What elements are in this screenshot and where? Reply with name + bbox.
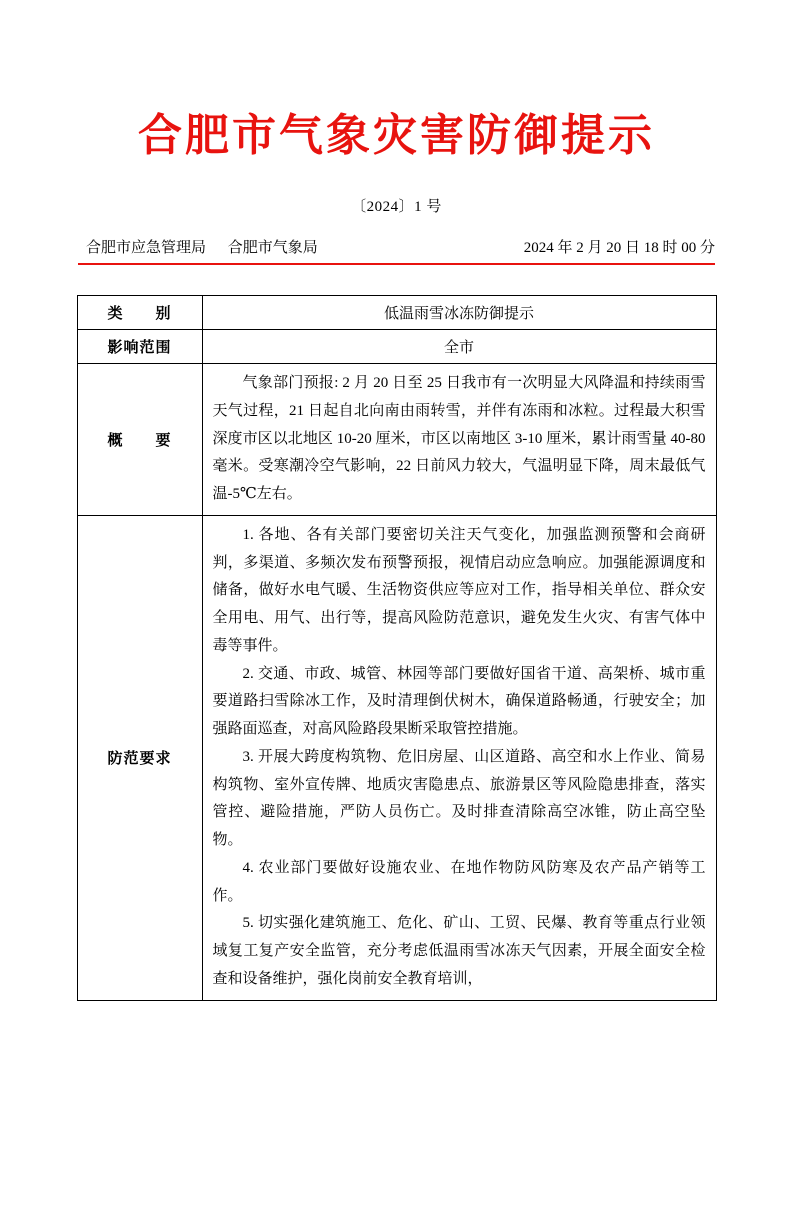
document-page <box>0 108 793 1230</box>
issuer-row <box>0 236 793 257</box>
page-title: 合肥市气象灾害防御提示 <box>138 110 655 161</box>
summary-paragraph: 气象部门预报: 2 月 20 日至 25 日我市有一次明显大风降温和持续雨雪天气过程，21 日起自北向南由雨转雪，并伴有冻雨和冰粒。过程最大积雪深度市区以北地区 10-20 厘米，市区以南地区 3-10 厘米，累计雨雪量 40-80 毫米。受寒潮冷空气影响，22 日前风力较大，气温明显下降，周末最低气温-5℃左右。 <box>212 375 706 502</box>
row-label-measures <box>77 515 202 1000</box>
document-number: 〔2024〕1 号 <box>351 199 442 215</box>
issuer-primary: 合肥市应急管理局 <box>86 240 207 256</box>
row-value-category: 低温雨雪冰冻防御提示 <box>202 296 716 330</box>
row-label-summary <box>77 364 202 516</box>
advisory-table <box>77 295 717 1001</box>
issue-datetime: 2024 年 2 月 20 日 18 时 00 分 <box>523 240 715 256</box>
table-row <box>77 296 716 330</box>
table-row <box>77 364 716 516</box>
measure-paragraph-4: 4. 农业部门要做好设施农业、在地作物防风防寒及农产品产销等工作。 <box>212 859 706 904</box>
measure-paragraph-5: 5. 切实强化建筑施工、危化、矿山、工贸、民爆、教育等重点行业领域复工复产安全监管，充分考虑低温雨雪冰冻天气因素，开展全面安全检查和设备维护，强化岗前安全教育培训， <box>212 915 706 987</box>
row-value-summary <box>202 364 716 516</box>
measure-paragraph-1: 1. 各地、各有关部门要密切关注天气变化，加强监测预警和会商研判，多渠道、多频次发布预警预报，视情启动应急响应。加强能源调度和储备，做好水电气暖、生活物资供应等应对工作，指导相关单位、群众安全用电、用气、出行等，提高风险防范意识，避免发生火灾、有害气体中毒等事件。 <box>212 526 706 654</box>
row-label-category <box>77 296 202 330</box>
measure-paragraph-3: 3. 开展大跨度构筑物、危旧房屋、山区道路、高空和水上作业、简易构筑物、室外宣传牌、地质灾害隐患点、旅游景区等风险隐患排查，落实管控、避险措施，严防人员伤亡。及时排查清除高空冰锥，防止高空坠物。 <box>212 748 706 848</box>
row-label-text: 防范要求 <box>107 751 172 768</box>
row-label-text: 影响范围 <box>107 340 172 356</box>
measure-paragraph-2: 2. 交通、市政、城管、林园等部门要做好国省干道、高架桥、城市重要道路扫雪除冰工作，及时清理倒伏树木，确保道路畅通，行驶安全；加强路面巡查，对高风险路段果断采取管控措施。 <box>212 665 706 737</box>
issuer-names <box>86 236 336 257</box>
row-label-text: 类 别 <box>107 306 172 322</box>
table-row <box>77 515 716 1000</box>
row-label-scope <box>77 330 202 364</box>
table-row <box>77 330 716 364</box>
row-value-measures <box>202 515 716 1000</box>
row-value-scope: 全市 <box>202 330 716 364</box>
row-label-text: 概 要 <box>107 432 172 449</box>
issuer-secondary: 合肥市气象局 <box>227 240 318 256</box>
header-divider <box>78 263 715 265</box>
